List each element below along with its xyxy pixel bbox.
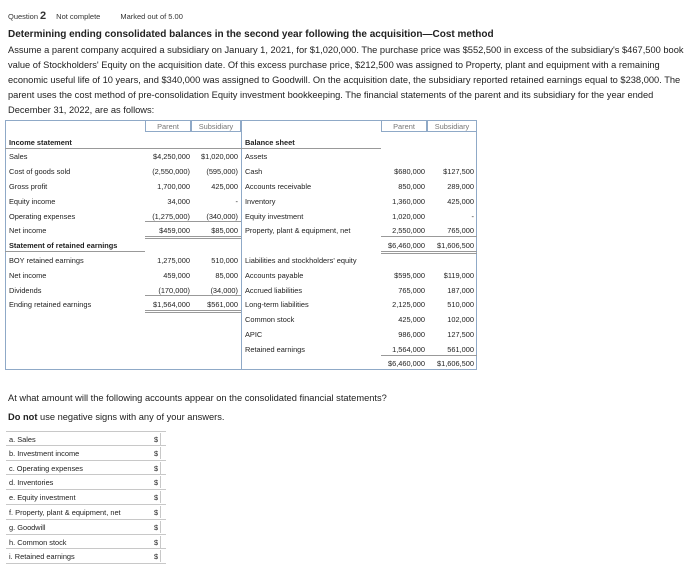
dollar-sign: $ xyxy=(154,552,159,562)
re-row-sub: (34,000) xyxy=(210,286,238,295)
is-row-sub: - xyxy=(235,197,238,206)
answer-table xyxy=(6,431,166,564)
answer-row xyxy=(6,490,166,505)
answer-label: b. Investment income xyxy=(9,448,80,458)
answer-input-investment-income[interactable] xyxy=(160,447,166,459)
answer-label: e. Equity investment xyxy=(9,493,76,503)
instruction-rest: use negative signs with any of your answers. xyxy=(37,412,225,422)
re-row-label: BOY retained earnings xyxy=(9,256,84,265)
re-row-label: Net income xyxy=(9,271,47,280)
dollar-sign: $ xyxy=(154,435,159,444)
is-row-label: Operating expenses xyxy=(9,212,76,221)
income-statement-heading: Income statement xyxy=(9,138,72,147)
bs-total-assets-sub: $1,606,500 xyxy=(437,241,474,250)
problem-title: Determining ending consolidated balances in the second year following the acquisition—Cost method xyxy=(8,29,494,40)
is-row-label: Sales xyxy=(9,152,28,161)
answer-row xyxy=(6,461,166,476)
is-row-sub: (340,000) xyxy=(206,212,238,221)
is-row-parent: (2,550,000) xyxy=(152,167,190,176)
bs-row-sub: 425,000 xyxy=(447,197,474,206)
bs-row-label: Inventory xyxy=(245,197,276,206)
bs-total-liab-sub: $1,606,500 xyxy=(437,359,474,368)
re-row-parent: (170,000) xyxy=(158,286,190,295)
answer-label: d. Inventories xyxy=(9,478,54,488)
bs-row-sub: 510,000 xyxy=(447,300,474,309)
is-row-parent: $459,000 xyxy=(159,226,190,235)
question-prompt: At what amount will the following accounts appear on the consolidated financial statements? xyxy=(8,393,387,403)
answer-label: i. Retained earnings xyxy=(9,552,75,562)
bs-row-parent: 850,000 xyxy=(398,182,425,191)
is-row-sub: $1,020,000 xyxy=(201,152,238,161)
answer-row xyxy=(6,446,166,461)
bs-row-parent: 1,564,000 xyxy=(392,345,425,354)
answer-input-operating-expenses[interactable] xyxy=(160,462,166,474)
is-row-parent: 1,700,000 xyxy=(157,182,190,191)
bs-row-label: Retained earnings xyxy=(245,345,305,354)
bs-row-label: Accounts receivable xyxy=(245,182,312,191)
is-row-label: Cost of goods sold xyxy=(9,167,71,176)
bs-row-sub: 127,500 xyxy=(447,330,474,339)
bs-row-label: Long-term liabilities xyxy=(245,300,309,309)
is-row-sub: $85,000 xyxy=(211,226,238,235)
bs-row-label: Cash xyxy=(245,167,263,176)
bs-row-parent: 2,125,000 xyxy=(392,300,425,309)
header-parent-left: Parent xyxy=(145,120,191,132)
bs-row-label: Accounts payable xyxy=(245,271,304,280)
is-row-parent: $4,250,000 xyxy=(153,152,190,161)
answer-row xyxy=(6,549,166,564)
bs-row-sub: 289,000 xyxy=(447,182,474,191)
bs-row-parent: 2,550,000 xyxy=(392,226,425,235)
answer-input-common-stock[interactable] xyxy=(160,536,166,548)
column-divider xyxy=(241,120,242,370)
answer-input-ppe[interactable] xyxy=(160,506,166,518)
bs-row-parent: 986,000 xyxy=(398,330,425,339)
bs-row-label: Accrued liabilities xyxy=(245,286,303,295)
is-row-label: Net income xyxy=(9,226,47,235)
bs-row-label: Common stock xyxy=(245,315,295,324)
retained-earnings-heading: Statement of retained earnings xyxy=(9,241,118,250)
answer-label: c. Operating expenses xyxy=(9,463,83,473)
bs-row-sub: 765,000 xyxy=(447,226,474,235)
question-header xyxy=(8,10,183,22)
re-row-parent: $1,564,000 xyxy=(153,300,190,309)
bs-row-label: Property, plant & equipment, net xyxy=(245,226,351,235)
re-row-parent: 459,000 xyxy=(163,271,190,280)
is-row-parent: (1,275,000) xyxy=(152,212,190,221)
is-row-sub: (595,000) xyxy=(206,167,238,176)
question-number: 2 xyxy=(40,10,47,22)
dollar-sign: $ xyxy=(154,448,159,458)
bs-row-parent: $595,000 xyxy=(394,271,425,280)
answer-row xyxy=(6,535,166,550)
instruction-text xyxy=(8,412,225,422)
answer-label: f. Property, plant & equipment, net xyxy=(9,507,121,517)
answer-row xyxy=(6,475,166,490)
bs-row-sub: - xyxy=(471,212,474,221)
bs-row-parent: 425,000 xyxy=(398,315,425,324)
bs-row-label: Liabilities and stockholders' equity xyxy=(245,256,357,265)
dollar-sign: $ xyxy=(154,463,159,473)
answer-input-sales[interactable] xyxy=(160,433,166,445)
dollar-sign: $ xyxy=(154,507,159,517)
header-parent-right: Parent xyxy=(381,120,427,132)
answer-label: a. Sales xyxy=(9,435,36,444)
bs-row-sub: $119,000 xyxy=(443,271,474,280)
bs-total-liab-parent: $6,460,000 xyxy=(388,359,425,368)
financial-statements-table xyxy=(5,120,477,370)
instruction-bold: Do not xyxy=(8,412,38,422)
bs-row-parent: 765,000 xyxy=(398,286,425,295)
dollar-sign: $ xyxy=(154,537,159,547)
answer-input-retained-earnings[interactable] xyxy=(160,550,166,562)
answer-input-equity-investment[interactable] xyxy=(160,491,166,503)
is-row-parent: 34,000 xyxy=(167,197,190,206)
re-row-label: Dividends xyxy=(9,286,42,295)
re-row-sub: 85,000 xyxy=(215,271,238,280)
bs-row-label: APIC xyxy=(245,330,263,339)
bs-total-assets-parent: $6,460,000 xyxy=(388,241,425,250)
bs-row-parent: $680,000 xyxy=(394,167,425,176)
dollar-sign: $ xyxy=(154,522,159,532)
re-row-sub: 510,000 xyxy=(211,256,238,265)
re-row-label: Ending retained earnings xyxy=(9,300,92,309)
bs-row-sub: 561,000 xyxy=(447,345,474,354)
is-row-sub: 425,000 xyxy=(211,182,238,191)
answer-row xyxy=(6,520,166,535)
answer-label: h. Common stock xyxy=(9,537,67,547)
is-row-label: Equity income xyxy=(9,197,56,206)
balance-sheet-heading: Balance sheet xyxy=(245,138,295,147)
bs-row-sub: 187,000 xyxy=(447,286,474,295)
bs-row-sub: $127,500 xyxy=(443,167,474,176)
dollar-sign: $ xyxy=(154,493,159,503)
answer-row xyxy=(6,431,166,446)
bs-row-sub: 102,000 xyxy=(447,315,474,324)
bs-row-label: Assets xyxy=(245,152,268,161)
bs-row-parent: 1,360,000 xyxy=(392,197,425,206)
is-row-label: Gross profit xyxy=(9,182,48,191)
answer-input-goodwill[interactable] xyxy=(160,521,166,533)
re-row-sub: $561,000 xyxy=(207,300,238,309)
bs-row-label: Equity investment xyxy=(245,212,304,221)
answer-label: g. Goodwill xyxy=(9,522,46,532)
bs-row-parent: 1,020,000 xyxy=(392,212,425,221)
problem-paragraph: Assume a parent company acquired a subsidiary on January 1, 2021, for $1,020,000. The purchase price was $552,500 in excess of the subsidiary's $467,500 book value of Stockholders' Equity on the acquisition date. Of this excess purchase price, $212,500 was assigned to Property, plant and equipment with a remaining economic useful life of 10 years, and $340,000 was assigned to Goodwill. On the acquisition date, the subsidiary reported retained earnings equal to $238,000. The parent uses the cost method of pre-consolidation Equity investment bookkeeping. The financial statements of the parent and its subsidiary for the year ended December 31, 2022, are as follows: xyxy=(8,45,684,115)
answer-row xyxy=(6,505,166,520)
header-subsidiary-right: Subsidiary xyxy=(427,120,477,132)
status-text: Not complete xyxy=(56,12,101,21)
marks-text: Marked out of 5.00 xyxy=(120,12,183,21)
re-row-parent: 1,275,000 xyxy=(157,256,190,265)
dollar-sign: $ xyxy=(154,478,159,488)
header-subsidiary-left: Subsidiary xyxy=(191,120,241,132)
question-label: Question xyxy=(8,12,39,21)
answer-input-inventories[interactable] xyxy=(160,476,166,488)
